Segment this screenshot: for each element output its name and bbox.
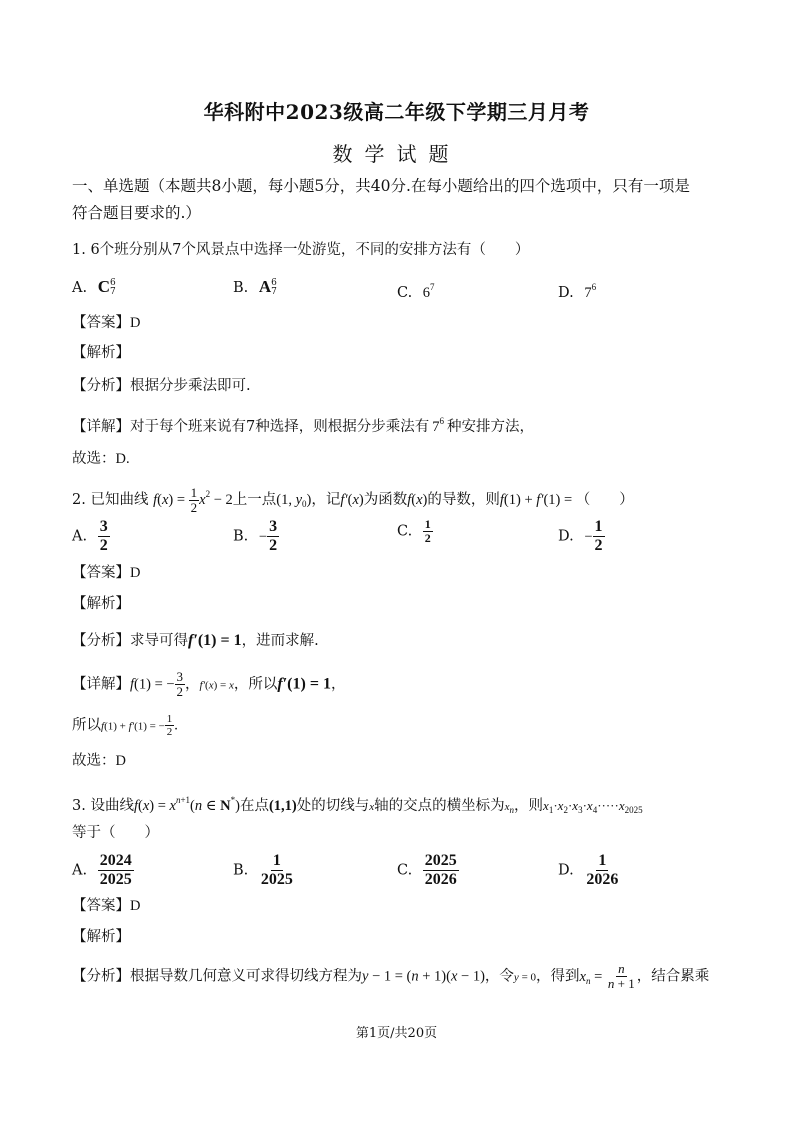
- q2-stem-mid3: 为函数: [363, 492, 408, 508]
- q3-curve: $f(x) = x^{n+1}(n$ ∈ N*): [133, 795, 240, 814]
- choose-label: 故选：: [72, 451, 116, 467]
- q2-so: 所以f(1) + f′(1) = − $\frac{1}{2}$ .: [72, 713, 178, 738]
- q1-analysis-text: 根据分步乘法即可.: [130, 378, 251, 394]
- q2-so-frac: $\frac{1}{2}$: [166, 713, 173, 738]
- q1-option-d: [558, 277, 596, 303]
- q1-detail-post: 种安排方法，: [446, 419, 534, 435]
- q2-x-squared: x: [199, 492, 206, 508]
- q1-stem: 1. 6个班分别从7个风景点中选择一处游览，不同的安排方法有（ ）: [72, 242, 530, 258]
- q2-detail-eq: f′(1) = 1: [277, 675, 331, 693]
- q2-c-den: 2: [424, 531, 431, 545]
- section-heading-cont: 符合题目要求的.）: [72, 204, 201, 222]
- q3-analysis-mid: ，令: [484, 968, 514, 985]
- option-letter: A.: [72, 528, 88, 545]
- q2-detail-frac: $\frac{3}{2}$: [176, 669, 184, 699]
- q1-option-b: [233, 277, 277, 298]
- option-letter: C.: [397, 523, 413, 540]
- q3-option-c: [397, 852, 459, 889]
- analysis-label: 【分析】: [72, 633, 130, 649]
- q2-analysis-post: ，进而求解.: [241, 633, 319, 649]
- q3-option-a: [72, 852, 134, 889]
- q2-explain-label: 【解析】: [72, 596, 130, 612]
- q2-answer: [72, 563, 140, 583]
- q1-d-exp: 6: [591, 282, 597, 292]
- q2-option-a: [72, 518, 110, 555]
- q1-answer: [72, 313, 140, 333]
- q1-detail-base: 7: [432, 419, 440, 435]
- q3-xn-eq: $x_n$ =: [579, 968, 606, 986]
- q2-option-c: [397, 518, 433, 545]
- q3-stem-mid: 在点: [239, 798, 269, 814]
- q2-option-b: B. − $\frac{3}{2}$: [233, 518, 278, 554]
- q3-product: $x_1\cdot x_2\cdot x_3\cdot x_4\cdot\cdot\cdot\cdot\cdot x_{2025}$: [543, 798, 643, 815]
- q3-d-num: 1: [598, 852, 607, 869]
- q3-stem: [72, 790, 643, 820]
- q3-xn-frac: $\frac{n}{n + 1}$: [607, 961, 635, 991]
- q2-a-frac: [98, 518, 110, 555]
- q1-a-sup: 6: [109, 278, 116, 288]
- q2-detail: 【详解】f(1) = − $\frac{3}{2}$ ，f′(x) = x，所以f′(1) = 1，: [72, 669, 346, 699]
- q3-option-d: [558, 852, 620, 889]
- q3-stem-mid3: 轴的交点的横坐标为: [374, 798, 505, 814]
- q3-explain-label: 【解析】: [72, 929, 130, 945]
- option-letter: B.: [233, 528, 249, 545]
- q2-answer-value: D: [130, 565, 141, 581]
- q2-b-frac: [267, 518, 279, 555]
- q2-stem: 2. 已知曲线 f(x) = $\frac{1}{2}$ $x^2 - 2$上一点(1, $y_0$)，记f′(x)为函数f(x)的导数，则f(1) + f′(1) = （ ）: [72, 484, 634, 515]
- q3-stem-cont: 等于（ ）: [72, 825, 159, 841]
- q2-b-den: 2: [269, 537, 278, 554]
- option-letter: A.: [72, 862, 88, 879]
- q2-d-num: 1: [594, 518, 603, 535]
- q3-d-frac: [584, 852, 620, 889]
- q2-analysis: [72, 631, 319, 651]
- q3-analysis-post: ，结合累乘: [636, 968, 710, 985]
- option-letter: B.: [233, 280, 249, 296]
- q3-a-num: 2024: [99, 852, 132, 869]
- q3-d-den: 2026: [586, 871, 619, 888]
- q2-so-label: 所以: [72, 717, 101, 734]
- q3-c-den: 2026: [424, 871, 457, 888]
- section-heading: 一、单选题（本题共8小题，每小题5分，共40分.在每小题给出的四个选项中，只有一项是: [72, 177, 690, 195]
- q1-explain-label: 【解析】: [72, 345, 130, 361]
- q2-a-num: 3: [99, 518, 108, 535]
- page-subtitle: 数学试题: [332, 142, 461, 166]
- q2-d-den: 2: [594, 537, 603, 554]
- q1-c-exp: 7: [430, 282, 435, 292]
- q2-half-frac: $\frac{1}{2}$: [190, 484, 198, 515]
- q2-choose-value: D: [115, 753, 126, 769]
- q3-answer: [72, 896, 140, 916]
- q1-choose-value: D.: [115, 451, 130, 467]
- q3-y-zero: y = 0: [513, 971, 537, 984]
- q2-stem-end: （ ）: [575, 492, 634, 508]
- q3-analysis-pre: 根据导数几何意义可求得切线方程为: [130, 968, 362, 985]
- option-letter: C.: [397, 862, 413, 879]
- q2-d-frac: [593, 518, 605, 555]
- q1-option-a: [72, 277, 116, 298]
- answer-label: 【答案】: [72, 565, 130, 581]
- q3-b-den: 2025: [260, 871, 293, 888]
- q3-point: (1,1): [268, 798, 297, 814]
- q2-stem-pre: 2. 已知曲线: [72, 492, 149, 508]
- page-title: 华科附中2023级高二年级下学期三月月考: [203, 100, 590, 124]
- q3-xn: $x_n$: [504, 801, 515, 815]
- q2-detail-deriv: f′(x) = x: [199, 679, 234, 692]
- page-footer: 第1页/共20页: [355, 1026, 438, 1041]
- q1-option-c: [397, 277, 435, 303]
- q2-choose: [72, 751, 126, 771]
- q1-answer-value: D: [130, 315, 141, 331]
- q2-minus-two: − 2: [210, 492, 233, 508]
- q2-b-num: 3: [269, 518, 278, 535]
- q2-stem-post: 的导数，则: [427, 492, 500, 508]
- q1-b-sub: 7: [271, 287, 277, 297]
- q2-option-d: D. − $\frac{1}{2}$: [558, 518, 603, 554]
- q3-tangent-eq: y − 1 = (n + 1)(x − 1): [362, 968, 485, 985]
- q2-point: (1, $y_0$): [276, 492, 312, 509]
- option-letter: D.: [558, 862, 574, 879]
- q2-so-expr: f(1) + f′(1) = −: [101, 720, 165, 733]
- q1-detail-pre: 对于每个班来说有7种选择，则根据分步乘法有: [130, 419, 430, 435]
- q3-analysis-mid2: ，得到: [536, 968, 580, 985]
- permutation-symbol: A: [258, 277, 272, 296]
- option-letter: D.: [558, 528, 574, 545]
- q3-c-num: 2025: [424, 852, 457, 869]
- option-letter: C.: [397, 285, 413, 301]
- q1-detail: [72, 411, 534, 437]
- q2-analysis-eq: f′(1) = 1: [188, 632, 242, 649]
- q2-func-fx: f: [153, 492, 158, 508]
- detail-label: 【详解】: [72, 676, 130, 693]
- q2-a-den: 2: [99, 537, 108, 554]
- q1-choose: [72, 449, 130, 469]
- q1-analysis: [72, 376, 251, 396]
- q3-option-b: [233, 852, 295, 889]
- q2-expression: f(1) + f′(1) =: [499, 492, 576, 508]
- q1-detail-exp: 6: [439, 416, 444, 426]
- answer-label: 【答案】: [72, 898, 130, 914]
- q1-a-sub: 7: [109, 287, 116, 297]
- choose-label: 故选：: [72, 753, 116, 769]
- q3-b-frac: [259, 852, 295, 889]
- q3-stem-mid2: 处的切线与: [296, 798, 370, 814]
- analysis-label: 【分析】: [72, 968, 130, 985]
- q1-c-base: 6: [422, 285, 431, 301]
- q2-analysis-pre: 求导可得: [130, 633, 188, 649]
- option-letter: B.: [233, 862, 249, 879]
- q3-stem-post: ，则: [514, 798, 544, 814]
- q3-a-den: 2025: [99, 871, 132, 888]
- option-letter: A.: [72, 280, 88, 296]
- q2-stem-mid2: ，记: [311, 492, 341, 508]
- q2-c-frac: [423, 518, 433, 545]
- q2-detail-mid: ，所以: [233, 676, 278, 693]
- q2-func-fx-arg: (x) =: [157, 492, 189, 508]
- detail-label: 【详解】: [72, 419, 130, 435]
- q2-detail-f1: f(1) = −: [130, 676, 175, 693]
- q2-c-num: 1: [424, 517, 431, 531]
- analysis-label: 【分析】: [72, 378, 130, 394]
- q3-c-frac: [423, 852, 459, 889]
- q2-stem-mid: 上一点: [232, 492, 277, 508]
- q3-b-num: 1: [272, 852, 281, 869]
- q3-x-axis: x: [369, 801, 375, 813]
- q3-analysis: [72, 962, 709, 991]
- q3-a-frac: [98, 852, 134, 889]
- q3-stem-pre: 3. 设曲线: [72, 798, 134, 814]
- combination-symbol: C: [97, 277, 110, 296]
- option-letter: D.: [558, 285, 574, 301]
- q1-d-base: 7: [584, 285, 592, 301]
- q2-deriv: f′: [340, 492, 348, 508]
- answer-label: 【答案】: [72, 315, 130, 331]
- q3-answer-value: D: [130, 898, 141, 914]
- q1-b-sup: 6: [271, 278, 277, 288]
